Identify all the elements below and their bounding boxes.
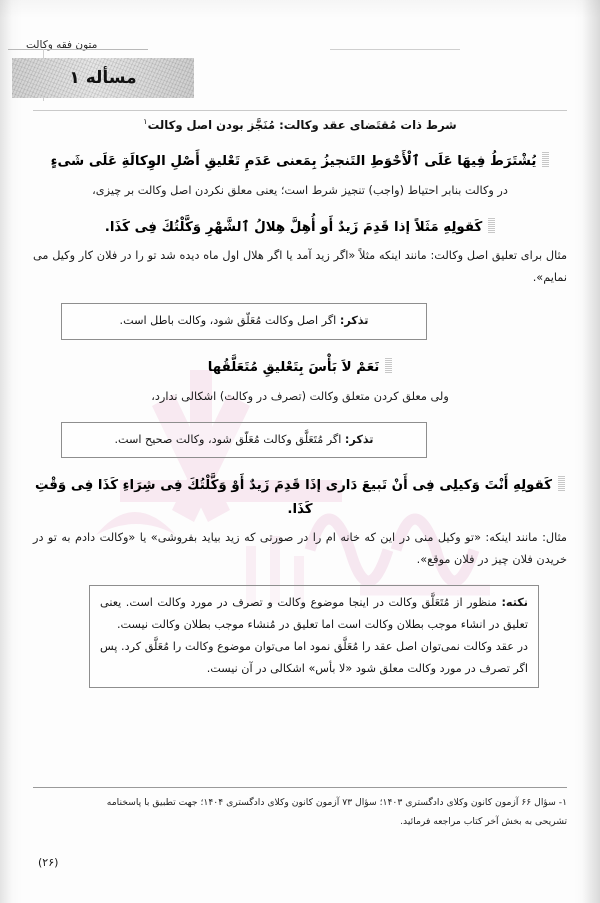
- content-column: [33, 110, 567, 704]
- nokte-note-line: [100, 636, 528, 680]
- tazakkor-note-label: تذکر:: [339, 314, 369, 328]
- arabic-matn-line: [33, 150, 567, 173]
- section-heading-text: شرط ذات مُقتَضای عقد وکالت: مُنَجَّز بودن اصل وکالت: [147, 117, 457, 132]
- arabic-matn-line: [33, 356, 567, 379]
- arabic-matn-text: یُشْتَرَطُ فِیهَا عَلَى ٱلْأَحْوَطِ التَنجیزُ بِمَعنى عَدَمِ تَعْلیقِ أَصْلِ الوِكالَةِ عَلَى شَىءٍ: [50, 154, 537, 170]
- footnote-line-2: تشریحی به بخش آخر کتاب مراجعه فرمائید.: [400, 815, 567, 827]
- tazakkor-note-box: [61, 303, 427, 340]
- tazakkor-note-body: اگر اصل وکالت مُعَلّق شود، وکالت باطل است.: [119, 314, 340, 328]
- page-edge-shadow: [0, 0, 12, 903]
- tazakkor-note-text: [72, 429, 416, 451]
- footnote-rule: [33, 787, 567, 788]
- translation-paragraph: در وکالت بنابر احتیاط (واجب) تنجیز شرط است؛ یعنی معلق نکردن اصل وکالت بر چیزی،: [92, 183, 508, 197]
- header-rule-left: [8, 49, 148, 50]
- arabic-matn-line: [33, 216, 567, 239]
- section-badge-label: مسأله ۱: [69, 68, 137, 88]
- nokte-note-body-1: منظور از مُتَعَلَّق وکالت در اینجا موضوع وکالت و تصرف در مورد وکالت است. یعنی تعلیق در انشاء موجب بطلان وکالت است اما تعلیق در مُنشاء موجب بطلان وکالت نیست.: [100, 596, 528, 632]
- footnote-text: [33, 794, 567, 831]
- page-spine-shadow: [582, 0, 600, 903]
- footnote-line-1: ۱- سؤال ۶۶ آزمون کانون وکلای دادگستری ۱۴۰۳؛ سؤال ۷۳ آزمون کانون وکلای دادگستری ۱۴۰۴؛ جهت تطبیق با پاسخنامه: [106, 797, 567, 809]
- page-number: (۲۶): [38, 856, 59, 869]
- matn-marker-icon: [385, 357, 392, 373]
- matn-marker-icon: [542, 151, 549, 167]
- tazakkor-note-box: [61, 422, 427, 459]
- matn-marker-icon: [558, 475, 565, 491]
- tazakkor-note-body: اگر مُتَعَلَّق وکالت مُعَلّق شود، وکالت صحیح است.: [114, 432, 345, 446]
- section-heading: [33, 116, 567, 134]
- arabic-matn-text: كَقولِهِ مَثَلاً إذا قَدِمَ زَیدٌ أَو أُهِلَّ هِلالُ ٱلشَّهْرِ وَكَّلْتُكَ فِى كَذَا.: [104, 219, 483, 235]
- tazakkor-note-text: [72, 310, 416, 332]
- matn-marker-icon: [488, 217, 495, 233]
- section-badge: [12, 58, 194, 98]
- footnote-area: [33, 787, 567, 831]
- translation-paragraph: مثال برای تعلیق اصل وکالت: مانند اینکه مثلاً «اگر زید آمد یا اگر هلال اول ماه دیده شد تو را در فلان کار وکیل می نمایم».: [33, 249, 567, 285]
- content-top-rule: [33, 110, 567, 111]
- nokte-note-line: [100, 592, 528, 636]
- arabic-matn-line: [33, 474, 567, 521]
- running-header-title: متون فقه وکالت: [26, 39, 98, 51]
- arabic-matn-text: كَقولِهِ أَنْتَ وَكیلِى فِى أَنْ تَبیعَ دَارى إذَا قَدِمَ زَیدٌ أَوْ وَكَّلْتُكَ فِى شِرَاءِ كَذَا فِى وَقْتِ كَذَا.: [34, 478, 553, 517]
- tazakkor-note-label: تذکر:: [344, 432, 374, 446]
- translation-paragraph: ولی معلق کردن متعلق وکالت (تصرف در وکالت) اشکالی ندارد،: [151, 389, 449, 403]
- nokte-note-label: نکته:: [501, 596, 528, 610]
- footnote-marker: ۱: [143, 117, 148, 126]
- translation-paragraph: مثال: مانند اینکه: «تو وکیل منی در این که خانه ام را در صورتی که زید بیاید بفروشی» یا «وکالت دادم به تو در خریدن فلان چیز در فلان موقع».: [33, 531, 567, 567]
- arabic-matn-text: نَعَمْ لاَ بَأْسَ بِتَعْلیقِ مُتَعَلَّقُها: [207, 360, 380, 376]
- header-rule-right: [330, 49, 460, 50]
- nokte-note-box: [89, 585, 539, 687]
- nokte-note-body-2: در عقد وکالت نمی‌توان اصل عقد را مُعَلَّق نمود اما می‌توان موضوع وکالت را مُعَلَّق کرد. پس اگر تصرف در مورد وکالت معلق شود «لا بأس» اشکالی در آن نیست.: [100, 639, 528, 675]
